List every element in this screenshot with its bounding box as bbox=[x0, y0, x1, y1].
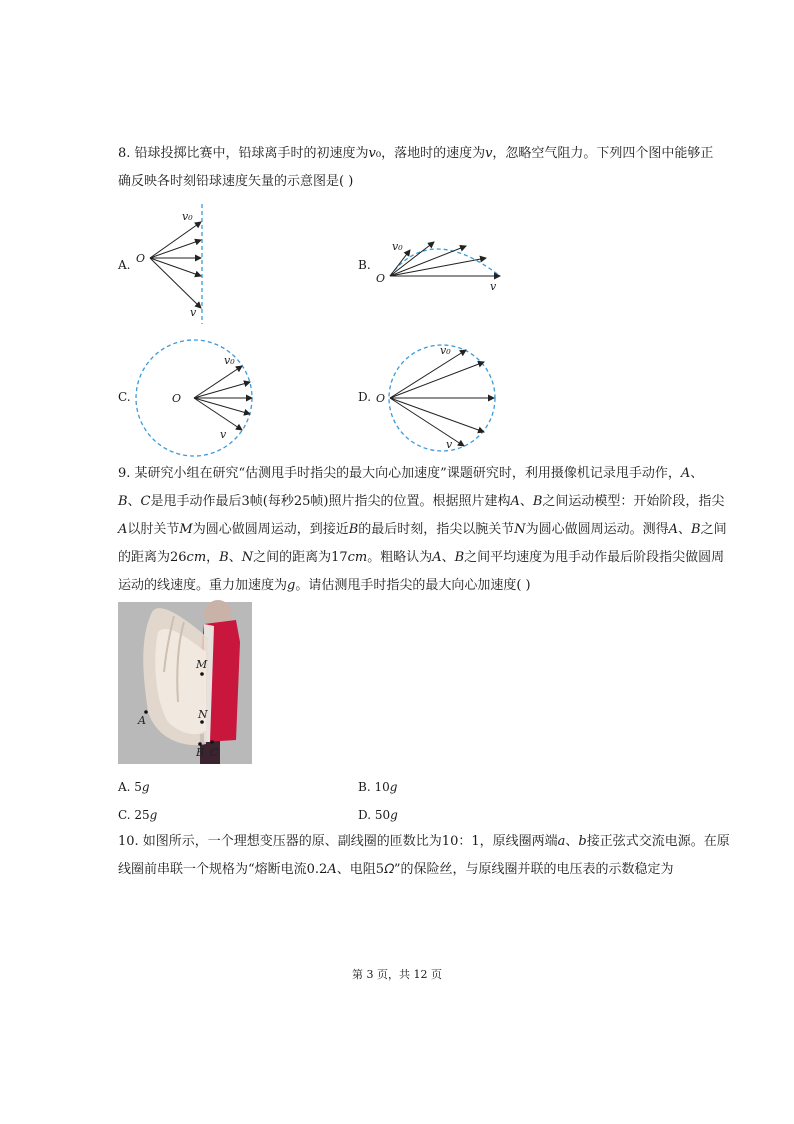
v-label: v bbox=[220, 428, 227, 441]
q8-option-a-label[interactable]: A. bbox=[118, 258, 131, 272]
q10-stem-line-1: 10. 如图所示，一个理想变压器的原、副线圈的匝数比为10：1，原线圈两端𝑎、𝑏接正弦式交流电源。在原 bbox=[118, 834, 730, 849]
origin-label: O bbox=[376, 272, 386, 285]
point-b-label: B bbox=[196, 746, 205, 759]
q8-option-a-diagram bbox=[130, 200, 220, 326]
v-label: v bbox=[190, 306, 197, 319]
q9-choice-a[interactable]: A. 5𝑔 bbox=[118, 780, 150, 794]
q8-option-c-label[interactable]: C. bbox=[118, 390, 131, 404]
v0-label: v₀ bbox=[440, 344, 451, 357]
q8-option-d-label[interactable]: D. bbox=[358, 390, 372, 404]
q9-stem-line-1: 9. 某研究小组在研究“估测甩手时指尖的最大向心加速度”课题研究时，利用摄像机记录甩手动作，𝐴、 bbox=[118, 466, 704, 481]
v-label: v bbox=[446, 438, 453, 451]
q9-choice-d[interactable]: D. 50𝑔 bbox=[358, 808, 398, 822]
v0-label: v₀ bbox=[182, 210, 193, 223]
q9-choice-b[interactable]: B. 10𝑔 bbox=[358, 780, 398, 794]
origin-label: O bbox=[376, 392, 386, 405]
v0-label: v₀ bbox=[392, 240, 403, 253]
v0-label: v₀ bbox=[224, 354, 235, 367]
q9-stem-line-3: 𝐴以肘关节𝑀为圆心做圆周运动，到接近𝐵的最后时刻，指尖以腕关节𝑁为圆心做圆周运动。测得𝐴、𝐵之间 bbox=[118, 522, 727, 537]
point-n-label: N bbox=[198, 708, 208, 721]
page-footer: 第 3 页，共 12 页 bbox=[352, 968, 442, 981]
q9-stem-line-4: 的距离为26𝑐𝑚，𝐵、𝑁之间的距离为17𝑐𝑚。粗略认为𝐴、𝐵之间平均速度为甩手动作最后阶段指尖做圆周 bbox=[118, 550, 725, 565]
origin-label: O bbox=[136, 252, 146, 265]
q9-stem-line-5: 运动的线速度。重力加速度为𝑔。请估测甩手时指尖的最大向心加速度( ) bbox=[118, 578, 531, 593]
q8-stem-line-2: 确反映各时刻铅球速度矢量的示意图是( ) bbox=[118, 174, 354, 189]
point-a-label: A bbox=[138, 714, 146, 727]
q10-stem-line-2: 线圈前串联一个规格为“熔断电流0.2𝐴、电阻5𝛺”的保险丝，与原线圈并联的电压表的示数稳定为 bbox=[118, 862, 674, 877]
q8-option-b-label[interactable]: B. bbox=[358, 258, 371, 272]
v-label: v bbox=[490, 280, 497, 293]
q8-option-d-diagram bbox=[376, 342, 500, 456]
point-m-label: M bbox=[196, 658, 208, 671]
dashed-arc bbox=[390, 249, 500, 276]
point-c-label: C bbox=[210, 746, 219, 759]
q8-stem-line-1: 8. 铅球投掷比赛中，铅球离手时的初速度为𝑣₀，落地时的速度为𝑣，忽略空气阻力。下列四个图中能够正 bbox=[118, 146, 714, 161]
origin-label: O bbox=[172, 392, 182, 405]
q8-option-b-diagram bbox=[372, 230, 512, 294]
hand-swing-photo bbox=[118, 602, 252, 764]
q9-choice-c[interactable]: C. 25𝑔 bbox=[118, 808, 158, 822]
q8-option-c-diagram bbox=[134, 338, 258, 462]
q9-stem-line-2: 𝐵、𝐶是甩手动作最后3帧(每秒25帧)照片指尖的位置。根据照片建构𝐴、𝐵之间运动模型：开始阶段，指尖 bbox=[118, 494, 725, 509]
